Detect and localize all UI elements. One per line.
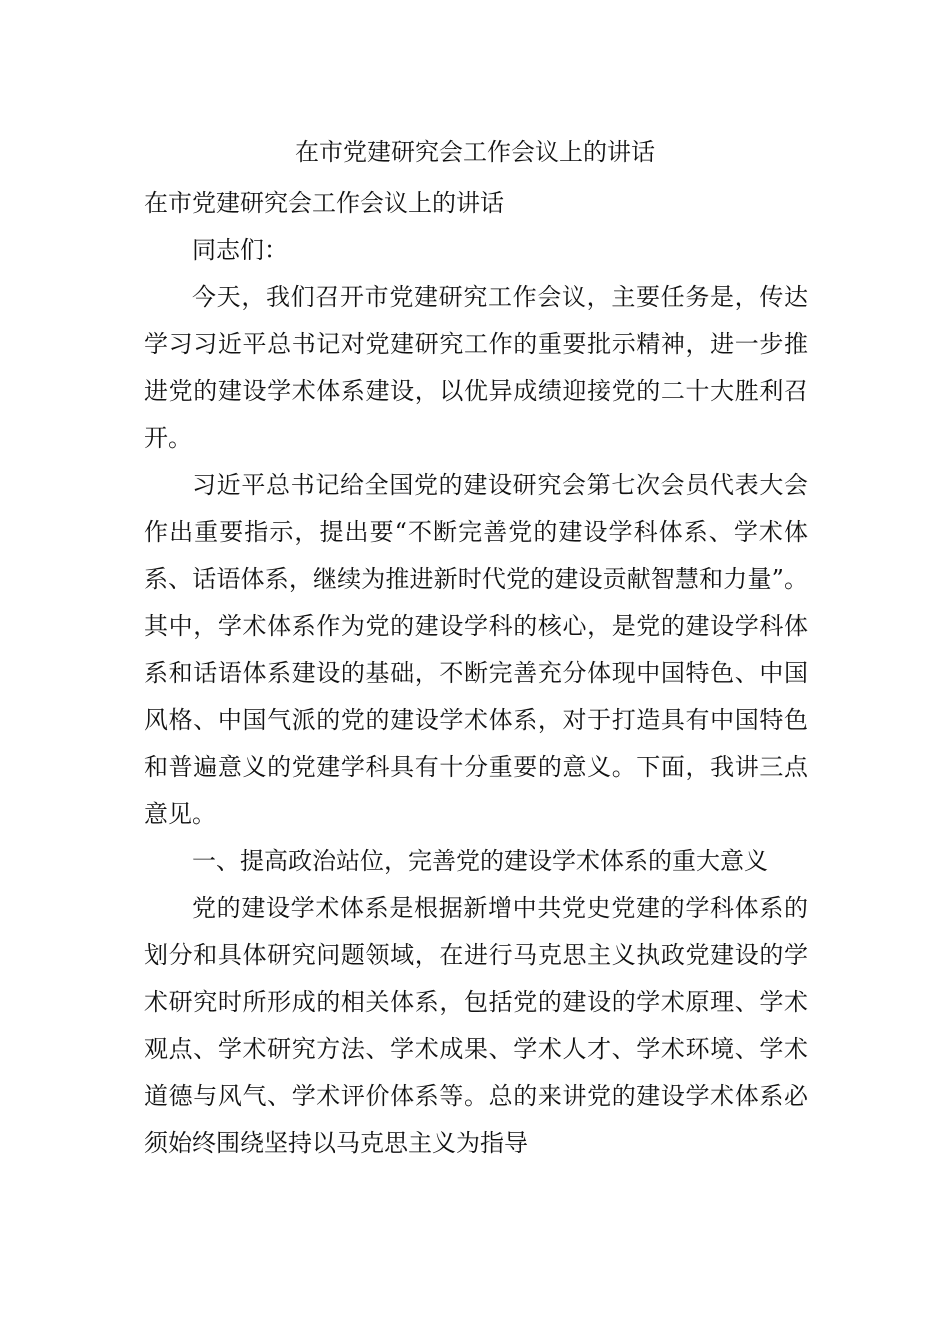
section-heading: 一、提高政治站位，完善党的建设学术体系的重大意义	[192, 847, 768, 875]
paragraph-instruction: 习近平总书记给全国党的建设研究会第七次会员代表大会作出重要指示，提出要“不断完善党的建设学科体系、学术体系、话语体系，继续为推进新时代党的建设贡献智慧和力量”。其中，学术体系作为党的建设学科的核心，是党的建设学科体系和话语体系建设的基础，不断完善充分体现中国特色、中国风格、中国气派的党的建设学术体系，对于打造具有中国特色和普遍意义的党建学科具有十分重要的意义。下面，我讲三点意见。	[144, 471, 808, 828]
paragraph-intro: 今天，我们召开市党建研究工作会议，主要任务是，传达学习习近平总书记对党建研究工作的重要批示精神，进一步推进党的建设学术体系建设，以优异成绩迎接党的二十大胜利召开。	[144, 283, 808, 452]
salutation: 同志们：	[192, 236, 288, 264]
document-body	[144, 180, 808, 1167]
document-title: 在市党建研究会工作会议上的讲话	[295, 138, 655, 166]
document-subtitle: 在市党建研究会工作会议上的讲话	[144, 189, 504, 217]
paragraph-section-one: 党的建设学术体系是根据新增中共党史党建的学科体系的划分和具体研究问题领域，在进行马克思主义执政党建设的学术研究时所形成的相关体系，包括党的建设的学术原理、学术观点、学术研究方法、学术成果、学术人才、学术环境、学术道德与风气、学术评价体系等。总的来讲党的建设学术体系必须始终围绕坚持以马克思主义为指导	[144, 894, 808, 1157]
